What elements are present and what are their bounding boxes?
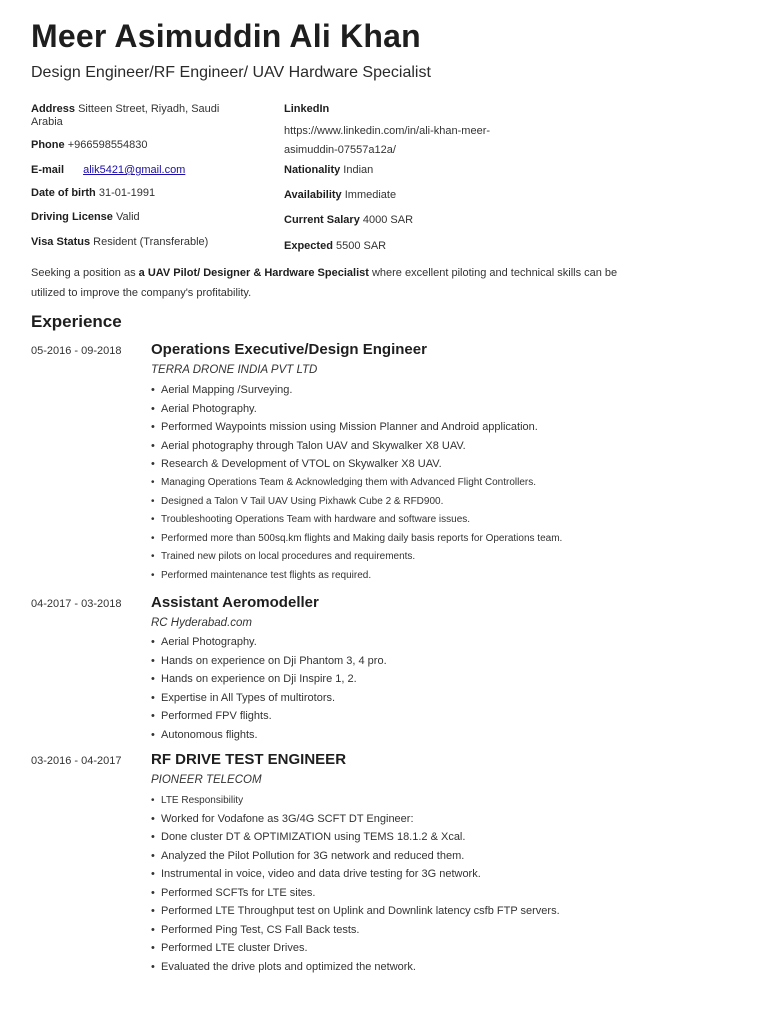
bullet-icon: • [151,942,155,955]
list-item: • Performed SCFTs for LTE sites. [151,886,316,899]
list-item: • Aerial Mapping /Surveying. [151,384,293,397]
bullet-icon: • [151,923,155,936]
visa-row [31,236,208,249]
bullet-icon: • [151,868,155,881]
list-item: • Hands on experience on Dji Phantom 3, 4 pro. [151,654,387,667]
job-dates: 05-2016 - 09-2018 [31,345,122,357]
expected-salary-label: Expected [284,240,333,252]
summary-prefix: Seeking a position as [31,267,139,279]
dob-value: 31-01-1991 [98,187,156,199]
list-item: • Performed Ping Test, CS Fall Back tests. [151,923,360,936]
bullet-icon: • [151,710,155,723]
bullet-icon: • [151,551,155,563]
summary-highlight: a UAV Pilot/ Designer & Hardware Specialist [138,267,369,279]
nationality-row [284,164,373,177]
linkedin-row [284,103,329,116]
bullet-icon: • [151,960,155,973]
bullet-icon: • [151,384,155,397]
list-item: • Designed a Talon V Tail UAV Using Pixhawk Cube 2 & RFD900. [151,495,444,507]
career-summary [31,263,671,303]
license-label: Driving License [31,211,113,223]
job-bullets [151,633,387,744]
bullet-icon: • [151,421,155,434]
email-label: E-mail [31,164,65,176]
license-row [31,211,140,224]
linkedin-url[interactable] [284,122,524,160]
phone-label: Phone [31,139,65,151]
dob-row [31,187,155,200]
list-item: • Performed LTE cluster Drives. [151,942,308,955]
email-row [31,164,185,177]
address-row [31,103,219,129]
availability-label: Availability [284,189,342,201]
list-item: • Trained new pilots on local procedures and requirements. [151,551,416,563]
list-item: • Performed FPV flights. [151,710,272,723]
bullet-icon: • [151,569,155,581]
linkedin-url-line1[interactable]: https://www.linkedin.com/in/ali-khan-meer- [284,125,491,137]
license-value: Valid [115,211,140,223]
bullet-icon: • [151,831,155,844]
summary-line2: utilized to improve the company's profitability. [31,287,252,299]
job-bullets [151,381,562,585]
salary-row [284,214,413,227]
list-item: • Managing Operations Team & Acknowledging them with Advanced Flight Controllers. [151,477,537,489]
bullet-icon: • [151,636,155,649]
job-title: Operations Executive/Design Engineer [151,341,427,358]
summary-suffix: where excellent piloting and technical skills can be [368,267,618,279]
dob-label: Date of birth [31,187,96,199]
candidate-headline: Design Engineer/RF Engineer/ UAV Hardware Specialist [31,64,431,81]
bullet-icon: • [151,532,155,544]
list-item: • Aerial photography through Talon UAV and Skywalker X8 UAV. [151,439,466,452]
expected-salary-value: 5500 SAR [335,240,387,252]
list-item: • Performed Waypoints mission using Mission Planner and Android application. [151,421,538,434]
experience-heading: Experience [31,312,122,331]
job-dates: 04-2017 - 03-2018 [31,598,122,610]
bullet-icon: • [151,458,155,471]
address-label: Address [31,103,76,115]
list-item: • Instrumental in voice, video and data drive testing for 3G network. [151,868,481,881]
job-bullets [151,791,560,976]
bullet-icon: • [151,514,155,526]
job-company: RC Hyderabad.com [151,617,252,629]
bullet-icon: • [151,905,155,918]
bullet-icon: • [151,477,155,489]
bullet-icon: • [151,728,155,741]
list-item: • Aerial Photography. [151,636,257,649]
list-item: • Performed more than 500sq.km flights and Making daily basis reports for Operations team. [151,532,563,544]
bullet-icon: • [151,673,155,686]
list-item: • Research & Development of VTOL on Skywalker X8 UAV. [151,458,442,471]
linkedin-label: LinkedIn [284,103,330,115]
bullet-icon: • [151,495,155,507]
list-item: • LTE Responsibility [151,794,244,806]
phone-value: +966598554830 [67,139,148,151]
salary-label: Current Salary [284,214,360,226]
list-item: • Autonomous flights. [151,728,258,741]
list-item: • Done cluster DT & OPTIMIZATION using TEMS 18.1.2 & Xcal. [151,831,466,844]
job-title: RF DRIVE TEST ENGINEER [151,751,347,768]
list-item: • Analyzed the Pilot Pollution for 3G network and reduced them. [151,849,465,862]
nationality-label: Nationality [284,164,341,176]
job-company: PIONEER TELECOM [151,774,262,786]
bullet-icon: • [151,886,155,899]
address-value-line2: Arabia [31,116,63,128]
list-item: • Performed maintenance test flights as required. [151,569,372,581]
bullet-icon: • [151,654,155,667]
email-link[interactable]: alik5421@gmail.com [83,164,186,176]
expected-salary-row [284,240,386,253]
list-item: • Aerial Photography. [151,402,257,415]
candidate-name: Meer Asimuddin Ali Khan [31,18,421,54]
bullet-icon: • [151,849,155,862]
visa-value: Resident (Transferable) [93,236,209,248]
list-item: • Worked for Vodafone as 3G/4G SCFT DT Engineer: [151,812,414,825]
availability-value: Immediate [344,189,397,201]
list-item: • Expertise in All Types of multirotors. [151,691,336,704]
job-title: Assistant Aeromodeller [151,594,319,611]
phone-row [31,139,148,152]
visa-label: Visa Status [31,236,91,248]
bullet-icon: • [151,812,155,825]
linkedin-url-line2[interactable]: asimuddin-07557a12a/ [284,144,396,156]
bullet-icon: • [151,794,155,806]
job-dates: 03-2016 - 04-2017 [31,755,122,767]
nationality-value: Indian [343,164,374,176]
list-item: • Troubleshooting Operations Team with hardware and software issues. [151,514,471,526]
bullet-icon: • [151,439,155,452]
bullet-icon: • [151,691,155,704]
list-item: • Performed LTE Throughput test on Uplink and Downlink latency csfb FTP servers. [151,905,560,918]
job-company: TERRA DRONE INDIA PVT LTD [151,364,318,376]
salary-value: 4000 SAR [362,214,414,226]
bullet-icon: • [151,402,155,415]
list-item: • Evaluated the drive plots and optimized the network. [151,960,416,973]
address-value: Sitteen Street, Riyadh, Saudi [78,103,220,115]
list-item: • Hands on experience on Dji Inspire 1, 2. [151,673,357,686]
availability-row [284,189,396,202]
